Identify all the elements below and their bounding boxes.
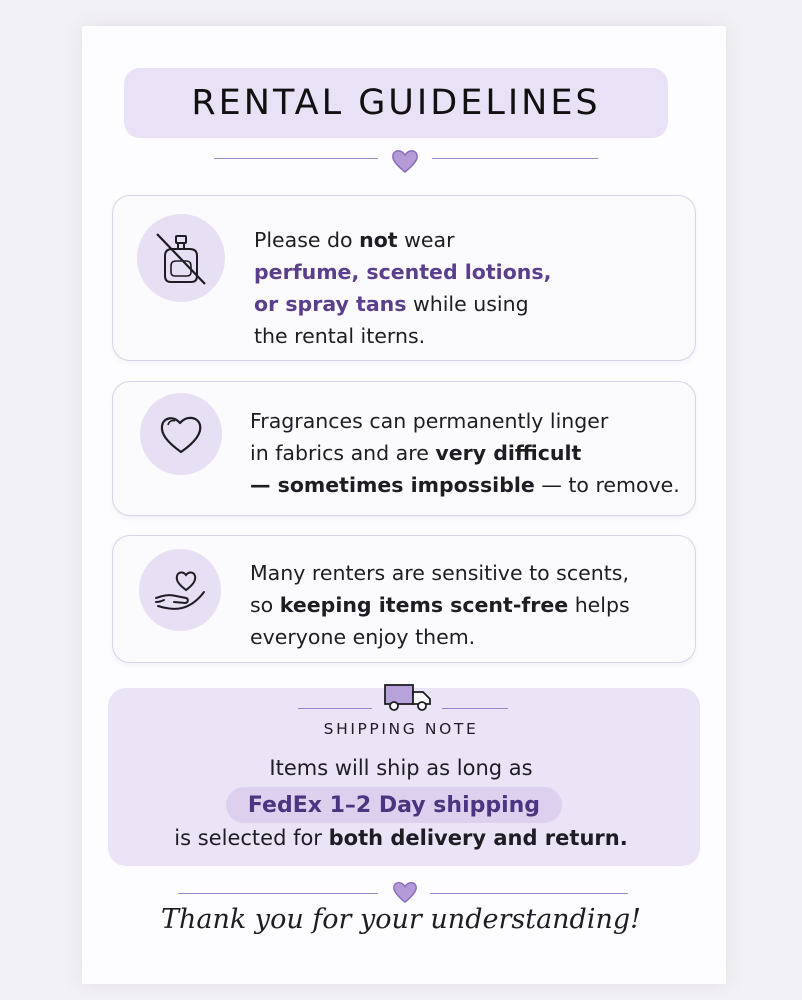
divider-left — [214, 158, 378, 159]
card3-line2-post: helps — [568, 593, 630, 617]
fedex-highlight: FedEx 1–2 Day shipping — [226, 787, 562, 823]
heart-icon — [391, 148, 419, 174]
card3-line2-pre: so — [250, 593, 280, 617]
shipping-line3-bold: both delivery and return. — [328, 826, 628, 850]
shipping-line3-pre: is selected for — [174, 826, 329, 850]
truck-icon — [382, 683, 436, 713]
card2-line2-pre: in fabrics and are — [250, 441, 436, 465]
card2-line3-bold: — sometimes impossible — [250, 473, 535, 497]
card2-line1: Fragrances can permanently linger — [250, 409, 609, 433]
footer-heart-icon — [392, 880, 418, 904]
card3-line3: everyone enjoy them. — [250, 625, 476, 649]
thank-you-message: Thank you for your understanding! — [160, 904, 641, 935]
card3-line2-bold: keeping items scent-free — [279, 593, 569, 617]
divider-right — [432, 158, 598, 159]
shipping-note-label: SHIPPING NOTE — [323, 720, 479, 738]
shipping-divider-left — [298, 708, 372, 709]
card2-line3-post: — to remove. — [534, 473, 680, 497]
card1-highlight-spray-tans: or spray tans — [254, 292, 407, 316]
title-banner — [124, 68, 668, 138]
guideline-text-no-fragrance — [254, 224, 551, 352]
shipping-line1: Items will ship as long as — [269, 756, 533, 780]
heart-icon-badge — [140, 393, 222, 475]
footer-divider-right — [430, 893, 628, 894]
card1-line3-post: while using — [406, 292, 529, 316]
card1-line4: the rental iterns. — [254, 324, 426, 348]
card3-line1: Many renters are sensitive to scents, — [250, 561, 629, 585]
card1-line1-post: wear — [397, 228, 455, 252]
guideline-text-sensitive-renters — [250, 557, 630, 653]
heart-icon — [153, 406, 209, 462]
footer-divider-left — [178, 893, 378, 894]
heart-in-hand-icon-badge — [139, 549, 221, 631]
heart-in-hand-icon — [150, 560, 210, 620]
card1-line1-bold: not — [359, 228, 398, 252]
guideline-text-fragrance-linger — [250, 405, 680, 501]
no-perfume-icon-badge — [137, 214, 225, 302]
card1-highlight-products: perfume, scented lotions, — [254, 260, 552, 284]
shipping-divider-right — [442, 708, 508, 709]
no-perfume-icon — [149, 226, 213, 290]
page-title: RENTAL GUIDELINES — [191, 83, 601, 123]
shipping-line3 — [0, 826, 802, 850]
card2-line2-bold: very difficult — [435, 441, 582, 465]
card1-line1-pre: Please do — [254, 228, 360, 252]
